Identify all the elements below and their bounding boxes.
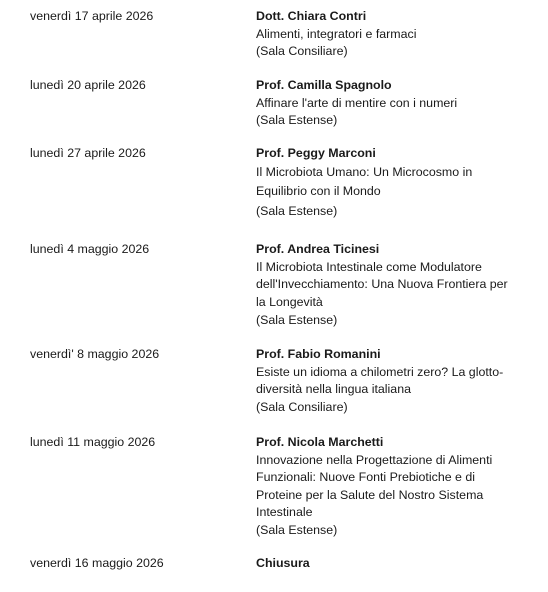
speaker-name: Prof. Peggy Marconi [256,146,376,160]
event-details [256,241,536,330]
venue-room: (Sala Consiliare) [256,44,348,58]
talk-title-line: Esiste un idioma a chilometri zero? La glotto- [256,364,504,379]
talk-title-line: Funzionali: Nuove Fonti Prebiotiche e di [256,470,476,484]
speaker-name: Dott. Chiara Contri [256,9,367,23]
venue-room: (Sala Consiliare) [256,399,348,414]
event-details [256,555,536,573]
event-date: lunedì 4 maggio 2026 [30,242,150,256]
venue-room: (Sala Estense) [256,203,338,218]
speaker-name: Prof. Andrea Ticinesi [256,242,380,256]
talk-title-line: Il Microbiota Intestinale come Modulatore [256,259,482,274]
talk-title-line: diversità nella lingua italiana [256,382,411,396]
event-date: lunedì 27 aprile 2026 [30,146,146,160]
event-date: venerdì 17 aprile 2026 [30,9,154,23]
event-date: lunedì 11 maggio 2026 [30,435,156,449]
event-date: venerdì 16 maggio 2026 [30,556,164,570]
speaker-name: Prof. Fabio Romanini [256,347,381,361]
event-details [256,346,536,416]
event-date: lunedì 20 aprile 2026 [30,78,146,92]
closing-label: Chiusura [256,556,310,570]
speaker-name: Prof. Nicola Marchetti [256,435,384,449]
talk-title-line: dell'Invecchiamento: Una Nuova Frontiera per [256,277,508,291]
event-details [256,77,536,130]
venue-room: (Sala Estense) [256,313,338,327]
talk-title-line: la Longevità [256,294,323,309]
event-details [256,145,536,220]
talk-title-line: Equilibrio con il Mondo [256,184,381,198]
talk-title-line: Intestinale [256,505,313,519]
talk-title-line: Il Microbiota Umano: Un Microcosmo in [256,164,473,179]
talk-title-line: Proteine per la Salute del Nostro Sistema [256,487,484,502]
event-details [256,8,536,61]
venue-room: (Sala Estense) [256,113,338,127]
talk-title-line: Innovazione nella Progettazione di Alimenti [256,452,493,467]
speaker-name: Prof. Camilla Spagnolo [256,78,392,92]
event-date: venerdì' 8 maggio 2026 [30,347,160,361]
talk-title-line: Alimenti, integratori e farmaci [256,26,417,41]
talk-title-line: Affinare l'arte di mentire con i numeri [256,95,458,110]
venue-room: (Sala Estense) [256,522,338,537]
event-details [256,434,536,539]
